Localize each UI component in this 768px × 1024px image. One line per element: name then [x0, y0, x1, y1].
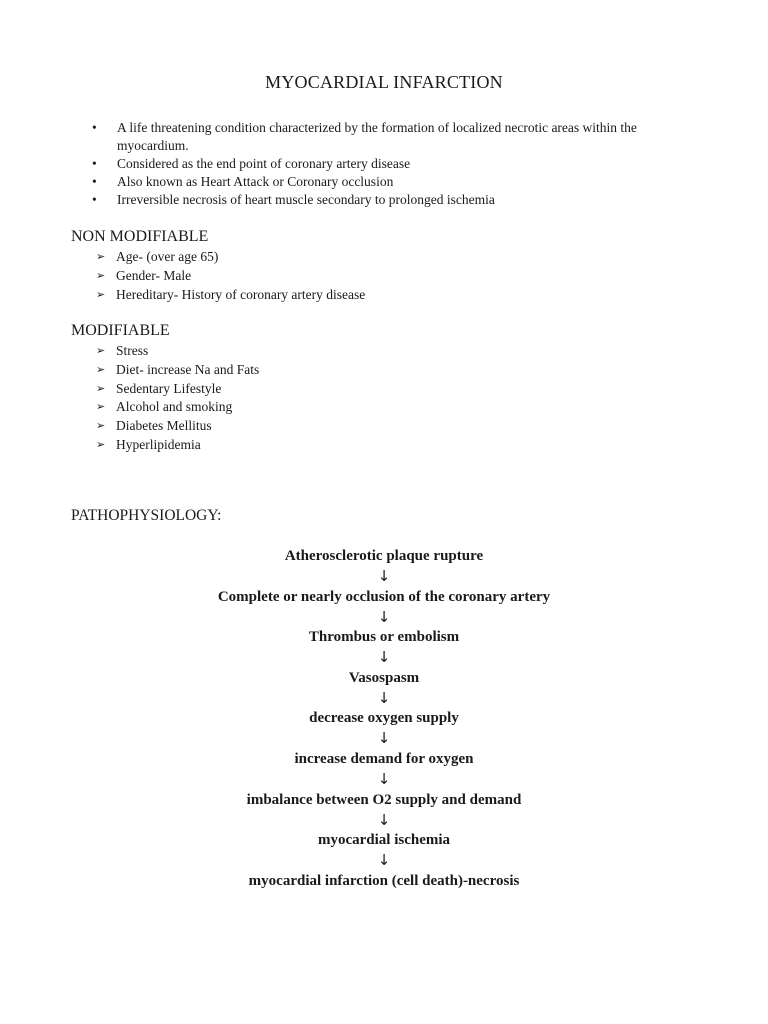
bullet-marker: •	[92, 192, 97, 207]
flow-step: decrease oxygen supply	[309, 710, 459, 727]
intro-bullet-list	[90, 119, 710, 209]
down-arrow-icon: ↓	[377, 607, 391, 626]
list-item-text: Sedentary Lifestyle	[116, 380, 222, 396]
pathophysiology-heading: PATHOPHYSIOLOGY:	[71, 507, 222, 524]
non-modifiable-heading: NON MODIFIABLE	[71, 228, 209, 245]
flow-step: Thrombus or embolism	[308, 629, 460, 646]
list-item-text: Stress	[116, 343, 149, 358]
bullet-text: A life threatening condition characterized by the formation of localized necrotic areas within the myocardium.	[117, 120, 637, 153]
non-modifiable-list	[96, 248, 365, 304]
arrowhead-bullet-icon: ➢	[96, 287, 106, 301]
flow-step: myocardial ischemia	[317, 832, 451, 849]
list-item	[90, 173, 710, 191]
list-item	[90, 191, 710, 209]
list-item	[90, 155, 710, 173]
modifiable-heading: MODIFIABLE	[71, 322, 170, 339]
list-item-text: Alcohol and smoking	[116, 399, 233, 415]
down-arrow-icon: ↓	[377, 810, 391, 829]
pathophysiology-flowchart	[0, 546, 768, 892]
down-arrow-icon: ↓	[377, 769, 391, 788]
list-item-text: Hereditary- History of coronary artery disease	[116, 286, 366, 302]
flow-step: increase demand for oxygen	[294, 750, 474, 767]
down-arrow-icon: ↓	[377, 729, 391, 748]
list-item	[96, 286, 365, 305]
flow-step: Vasospasm	[348, 669, 420, 686]
list-item-text: Hyperlipidemia	[116, 436, 201, 452]
bullet-marker: •	[92, 156, 97, 171]
list-item	[96, 248, 365, 267]
flow-step: myocardial infarction (cell death)-necrosis	[248, 872, 520, 889]
down-arrow-icon: ↓	[377, 688, 391, 707]
list-item	[96, 398, 259, 417]
list-item	[96, 417, 259, 436]
down-arrow-icon: ↓	[377, 851, 391, 870]
flow-step: Complete or nearly occlusion of the coronary artery	[217, 588, 551, 605]
bullet-text: Irreversible necrosis of heart muscle secondary to prolonged ischemia	[117, 192, 495, 207]
arrowhead-bullet-icon: ➢	[96, 362, 106, 376]
list-item	[96, 342, 259, 361]
list-item	[96, 436, 259, 455]
page-title: MYOCARDIAL INFARCTION	[265, 72, 503, 92]
arrowhead-bullet-icon: ➢	[96, 419, 106, 433]
list-item	[96, 380, 259, 399]
bullet-marker: •	[92, 174, 97, 189]
modifiable-list	[96, 342, 259, 455]
flow-step: imbalance between O2 supply and demand	[246, 791, 522, 808]
list-item	[96, 267, 365, 286]
arrowhead-bullet-icon: ➢	[96, 437, 106, 451]
arrowhead-bullet-icon: ➢	[96, 381, 106, 395]
list-item-text: Age- (over age 65)	[116, 249, 219, 264]
arrowhead-bullet-icon: ➢	[96, 268, 106, 282]
bullet-text: Also known as Heart Attack or Coronary occlusion	[117, 174, 394, 189]
arrowhead-bullet-icon: ➢	[96, 400, 106, 414]
bullet-marker: •	[92, 120, 97, 135]
arrowhead-bullet-icon: ➢	[96, 344, 106, 357]
bullet-text: Considered as the end point of coronary artery disease	[117, 156, 411, 171]
list-item	[90, 119, 710, 155]
list-item	[96, 361, 259, 380]
list-item-text: Diabetes Mellitus	[116, 418, 212, 434]
arrowhead-bullet-icon: ➢	[96, 250, 106, 263]
flow-step: Atherosclerotic plaque rupture	[284, 548, 484, 564]
list-item-text: Gender- Male	[116, 267, 192, 283]
down-arrow-icon: ↓	[377, 648, 391, 667]
down-arrow-icon: ↓	[377, 567, 391, 585]
list-item-text: Diet- increase Na and Fats	[116, 361, 260, 377]
